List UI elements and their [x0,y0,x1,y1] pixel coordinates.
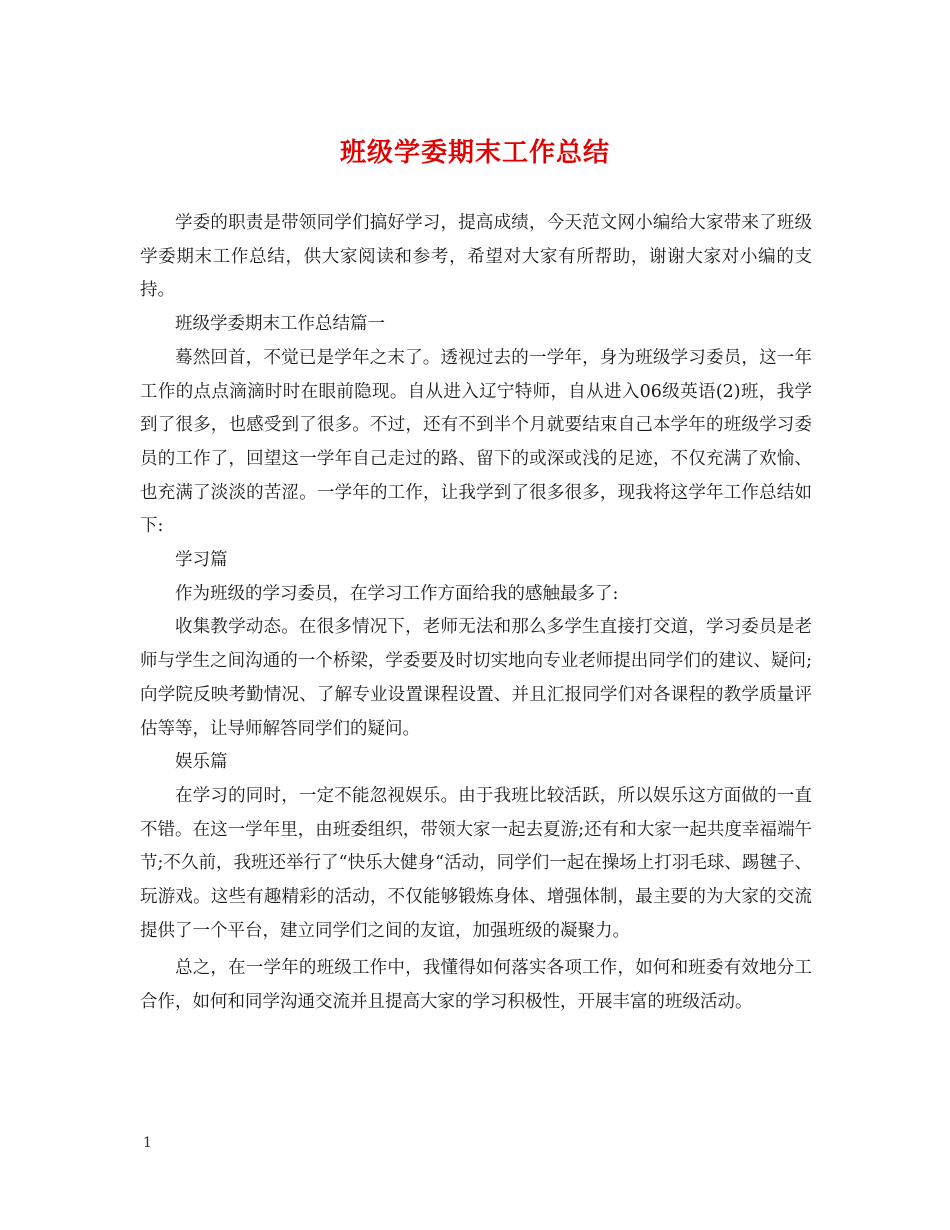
paragraph-review: 蓦然回首，不觉已是学年之末了。透视过去的一学年，身为班级学习委员，这一年工作的点点滴滴时时在眼前隐现。自从进入辽宁特师，自从进入06级英语(2)班，我学到了很多，也感受到了很多。不过，还有不到半个月就要结束自己本学年的班级学习委员的工作了，回望这一学年自己走过的路、留下的或深或浅的足迹，不仅充满了欢愉、也充满了淡淡的苦涩。一学年的工作，让我学到了很多很多，现我将这学年工作总结如下: [140,347,812,537]
page-number: 1 [143,1135,152,1151]
paragraph-conclusion: 总之，在一学年的班级工作中，我懂得如何落实各项工作，如何和班委有效地分工合作，如何和同学沟通交流并且提高大家的学习积极性，开展丰富的班级活动。 [140,958,812,1013]
section-heading-study: 学习篇 [175,550,228,571]
paragraph-study-detail: 收集教学动态。在很多情况下，老师无法和那么多学生直接打交道，学习委员是老师与学生之间沟通的一个桥梁，学委要及时切实地向专业老师提出同学们的建议、疑问;向学院反映考勤情况、了解专业设置课程设置、并且汇报同学们对各课程的教学质量评估等等，让导师解答同学们的疑问。 [140,617,812,739]
paragraph-intro: 学委的职责是带领同学们搞好学习，提高成绩，今天范文网小编给大家带来了班级学委期末工作总结，供大家阅读和参考，希望对大家有所帮助，谢谢大家对小编的支持。 [140,213,812,301]
section-heading-part-one: 班级学委期末工作总结篇一 [175,314,385,335]
section-heading-entertainment: 娱乐篇 [175,752,228,773]
document-title: 班级学委期末工作总结 [339,138,610,168]
paragraph-entertainment: 在学习的同时，一定不能忽视娱乐。由于我班比较活跃，所以娱乐这方面做的一直不错。在这一学年里，由班委组织，带领大家一起去夏游;还有和大家一起共度幸福端午节;不久前，我班还举行了“快乐大健身“活动，同学们一起在操场上打羽毛球、踢毽子、玩游戏。这些有趣精彩的活动，不仅能够锻炼身体、增强体制，最主要的为大家的交流提供了一个平台，建立同学们之间的友谊，加强班级的凝聚力。 [140,785,812,941]
paragraph-study-intro: 作为班级的学习委员，在学习工作方面给我的感触最多了: [175,583,619,604]
document-body [140,207,812,1020]
